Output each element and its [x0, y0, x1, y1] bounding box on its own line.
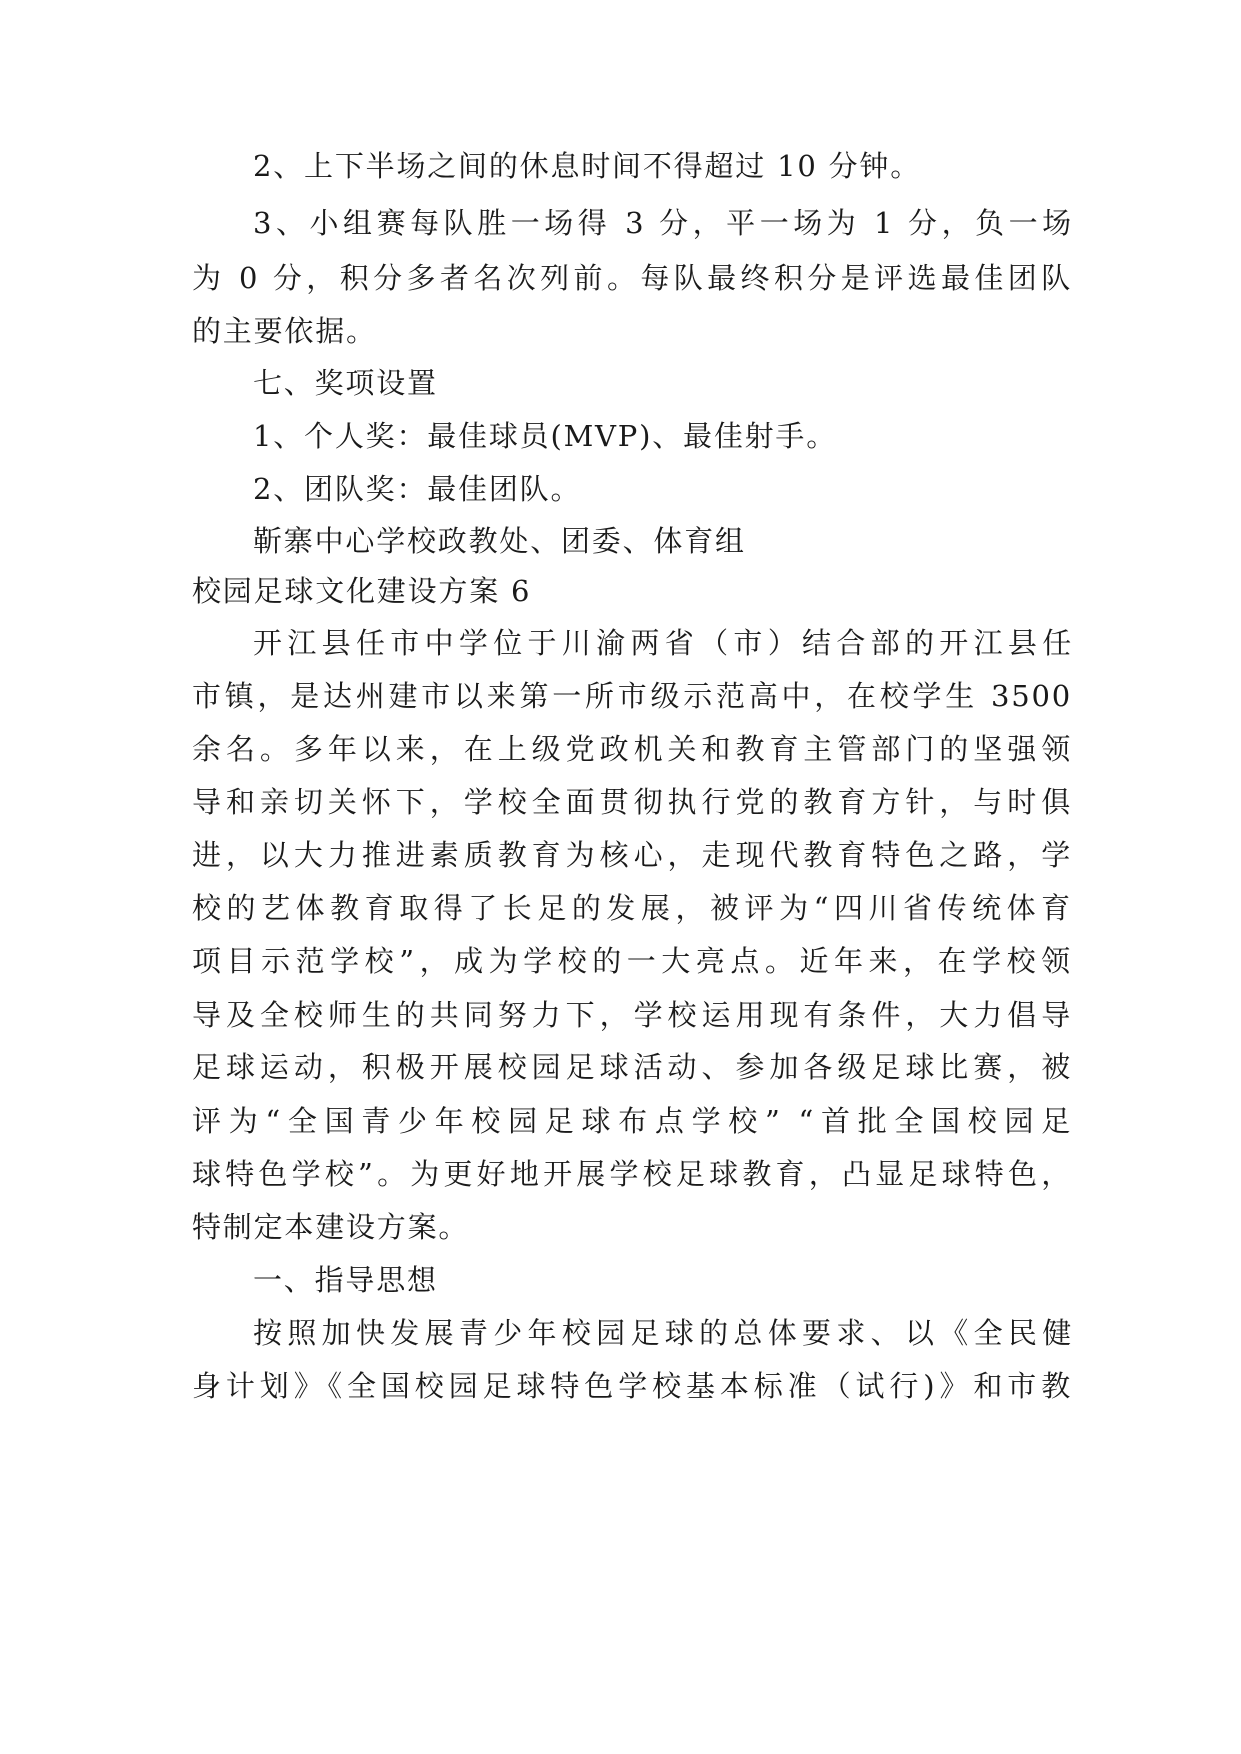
text-line: 身计划》《全国校园足球特色学校基本标准（试行)》和市教	[192, 1369, 1072, 1403]
text-line: 余名。多年以来，在上级党政机关和教育主管部门的坚强领	[192, 732, 1072, 766]
text-line: 2、团队奖：最佳团队。	[253, 472, 582, 506]
text-line: 1、个人奖：最佳球员(MVP)、最佳射手。	[253, 419, 838, 453]
text-line: 3、小组赛每队胜一场得 3 分，平一场为 1 分，负一场	[253, 206, 1073, 240]
text-line: 校的艺体教育取得了长足的发展，被评为“四川省传统体育	[192, 891, 1072, 925]
text-line: 导及全校师生的共同努力下，学校运用现有条件，大力倡导	[192, 998, 1072, 1032]
text-line: 校园足球文化建设方案 6	[192, 574, 532, 608]
text-line: 的主要依据。	[192, 314, 377, 348]
text-line: 按照加快发展青少年校园足球的总体要求、以《全民健	[253, 1316, 1073, 1350]
text-line: 2、上下半场之间的休息时间不得超过 10 分钟。	[253, 149, 921, 183]
text-line: 进，以大力推进素质教育为核心，走现代教育特色之路，学	[192, 838, 1072, 872]
text-line: 一、指导思想	[253, 1263, 438, 1297]
text-line: 球特色学校”。为更好地开展学校足球教育，凸显足球特色，	[192, 1157, 1072, 1191]
text-line: 项目示范学校”，成为学校的一大亮点。近年来，在学校领	[192, 944, 1072, 978]
text-line: 七、奖项设置	[253, 366, 438, 400]
text-line: 特制定本建设方案。	[192, 1210, 470, 1244]
text-line: 靳寨中心学校政教处、团委、体育组	[253, 524, 746, 558]
text-line: 为 0 分，积分多者名次列前。每队最终积分是评选最佳团队	[192, 261, 1072, 295]
text-line: 评为“全国青少年校园足球布点学校” “首批全国校园足	[192, 1104, 1072, 1138]
text-line: 足球运动，积极开展校园足球活动、参加各级足球比赛，被	[192, 1050, 1072, 1084]
text-line: 开江县任市中学位于川渝两省（市）结合部的开江县任	[253, 626, 1073, 660]
text-line: 导和亲切关怀下，学校全面贯彻执行党的教育方针，与时俱	[192, 785, 1072, 819]
text-line: 市镇，是达州建市以来第一所市级示范高中，在校学生 3500	[192, 679, 1072, 713]
